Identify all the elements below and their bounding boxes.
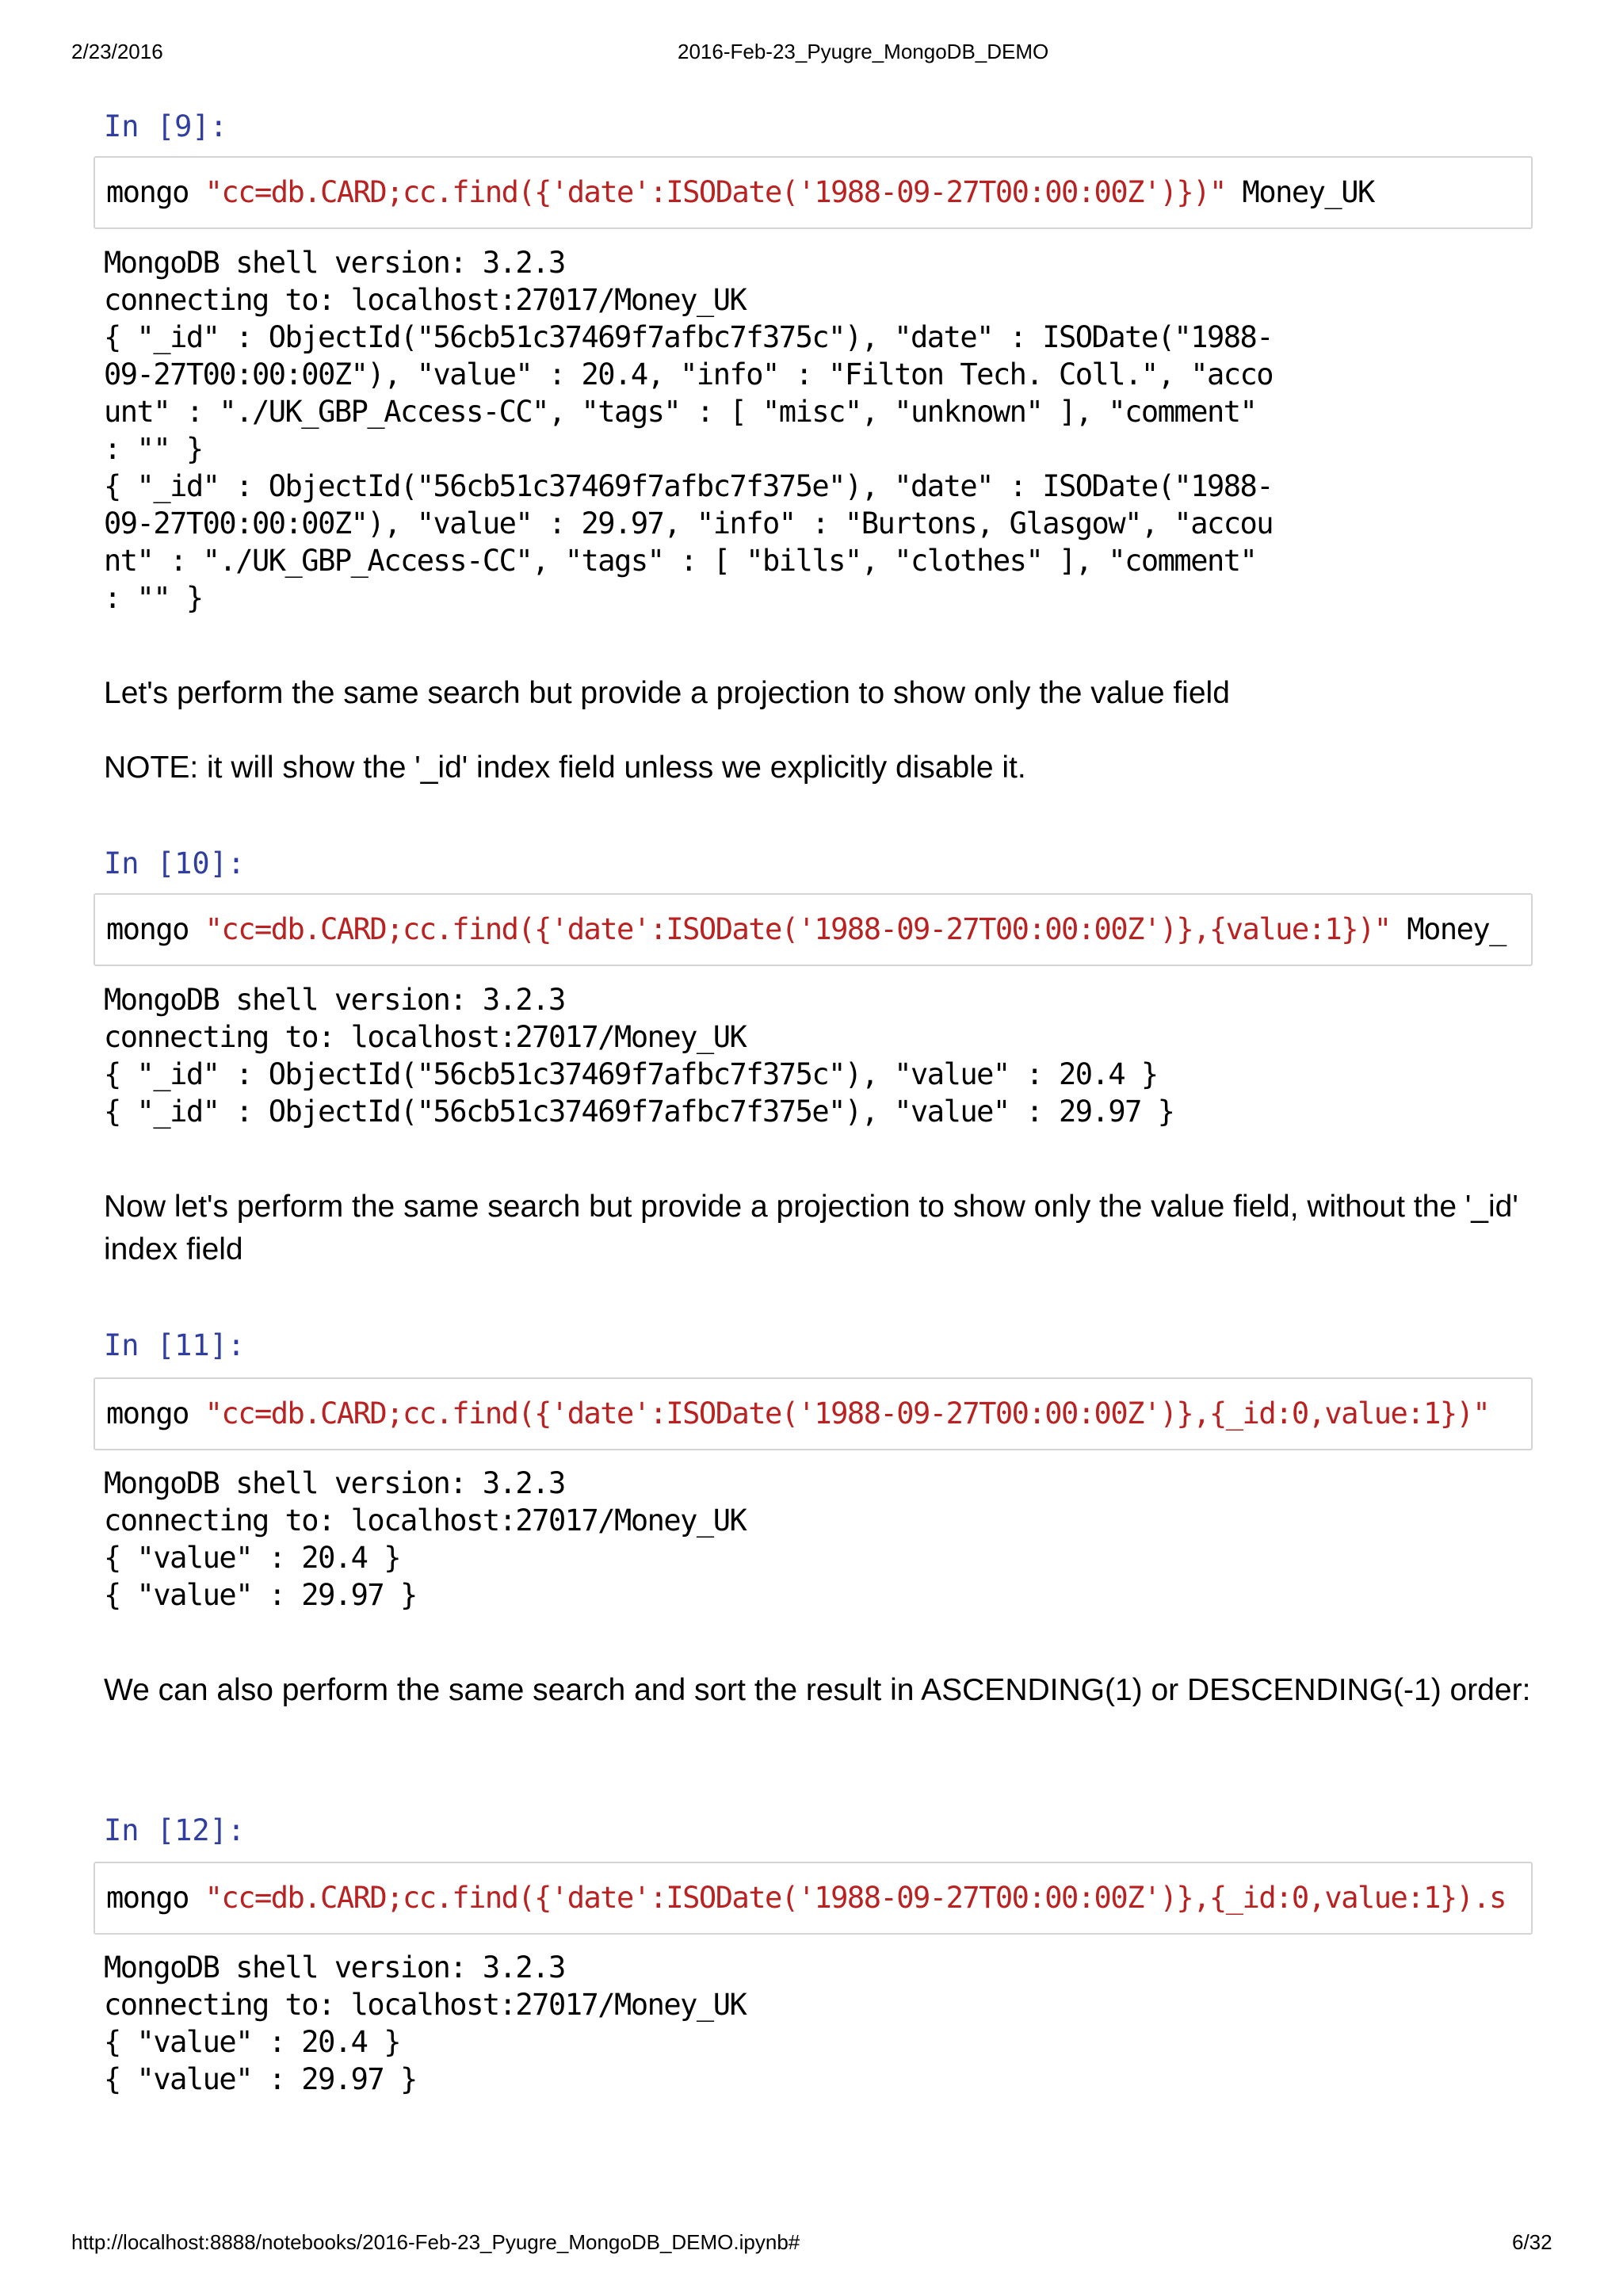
cell-output: MongoDB shell version: 3.2.3 connecting to: localhost:27017/Money_UK { "value" : 20.4 } { "value" : 29.97 } — [104, 1950, 747, 2096]
input-prompt: In [11]: — [104, 1328, 246, 1362]
cell-output: MongoDB shell version: 3.2.3 connecting to: localhost:27017/Money_UK { "_id" : ObjectId("56cb51c37469f7afbc7f375c"), "value" : 20.4 } { "_id" : ObjectId("56cb51c37469f7afbc7f375e"), "value" : 29.97 } — [104, 983, 1174, 1129]
code-input-cell[interactable] — [94, 156, 1533, 229]
markdown-paragraph: Let's perform the same search but provide a projection to show only the value field — [104, 676, 1230, 710]
cell-output: MongoDB shell version: 3.2.3 connecting to: localhost:27017/Money_UK { "value" : 20.4 } { "value" : 29.97 } — [104, 1466, 747, 1612]
page-number: 6/32 — [1512, 2230, 1552, 2254]
code-text: mongo "cc=db.CARD;cc.find({'date':ISODate('1988-09-27T00:00:00Z')})" Money_UK — [106, 175, 1374, 209]
markdown-paragraph: We can also perform the same search and sort the result in ASCENDING(1) or DESCENDING(-1) order: — [104, 1673, 1531, 1707]
code-text: mongo "cc=db.CARD;cc.find({'date':ISODate('1988-09-27T00:00:00Z')},{_id:0,value:1}).s — [106, 1881, 1506, 1915]
input-prompt: In [12]: — [104, 1813, 246, 1847]
code-text: mongo "cc=db.CARD;cc.find({'date':ISODate('1988-09-27T00:00:00Z')},{_id:0,value:1})" — [106, 1396, 1490, 1431]
code-text: mongo "cc=db.CARD;cc.find({'date':ISODate('1988-09-27T00:00:00Z')},{value:1})" Money_ — [106, 912, 1506, 946]
markdown-paragraph: Now let's perform the same search but provide a projection to show only the value field, without the '_id' index field — [104, 1190, 1518, 1266]
cell-output: MongoDB shell version: 3.2.3 connecting to: localhost:27017/Money_UK { "_id" : ObjectId("56cb51c37469f7afbc7f375c"), "date" : ISODate("1988- 09-27T00:00:00Z"), "value" : 20.4, "info" : "Filton Tech. Coll.", "acco unt" : "./UK_GBP_Access-CC", "tags" : [ "misc", "unknown" ], "comment" : "" } { "_id" : ObjectId("56cb51c37469f7afbc7f375e"), "date" : ISODate("1988- 09-27T00:00:00Z"), "value" : 29.97, "info" : "Burtons, Glasgow", "accou nt" : "./UK_GBP_Access-CC", "tags" : [ "bills", "clothes" ], "comment" : "" } — [104, 246, 1274, 615]
input-prompt: In [9]: — [104, 109, 227, 143]
input-prompt: In [10]: — [104, 846, 246, 881]
code-input-cell[interactable] — [94, 1377, 1533, 1450]
print-date: 2/23/2016 — [71, 40, 163, 63]
markdown-paragraph: NOTE: it will show the '_id' index field unless we explicitly disable it. — [104, 751, 1026, 785]
print-title: 2016-Feb-23_Pyugre_MongoDB_DEMO — [678, 40, 1049, 63]
print-url: http://localhost:8888/notebooks/2016-Feb-23_Pyugre_MongoDB_DEMO.ipynb# — [71, 2230, 800, 2254]
code-input-cell[interactable] — [94, 893, 1533, 966]
code-input-cell[interactable] — [94, 1862, 1533, 1935]
